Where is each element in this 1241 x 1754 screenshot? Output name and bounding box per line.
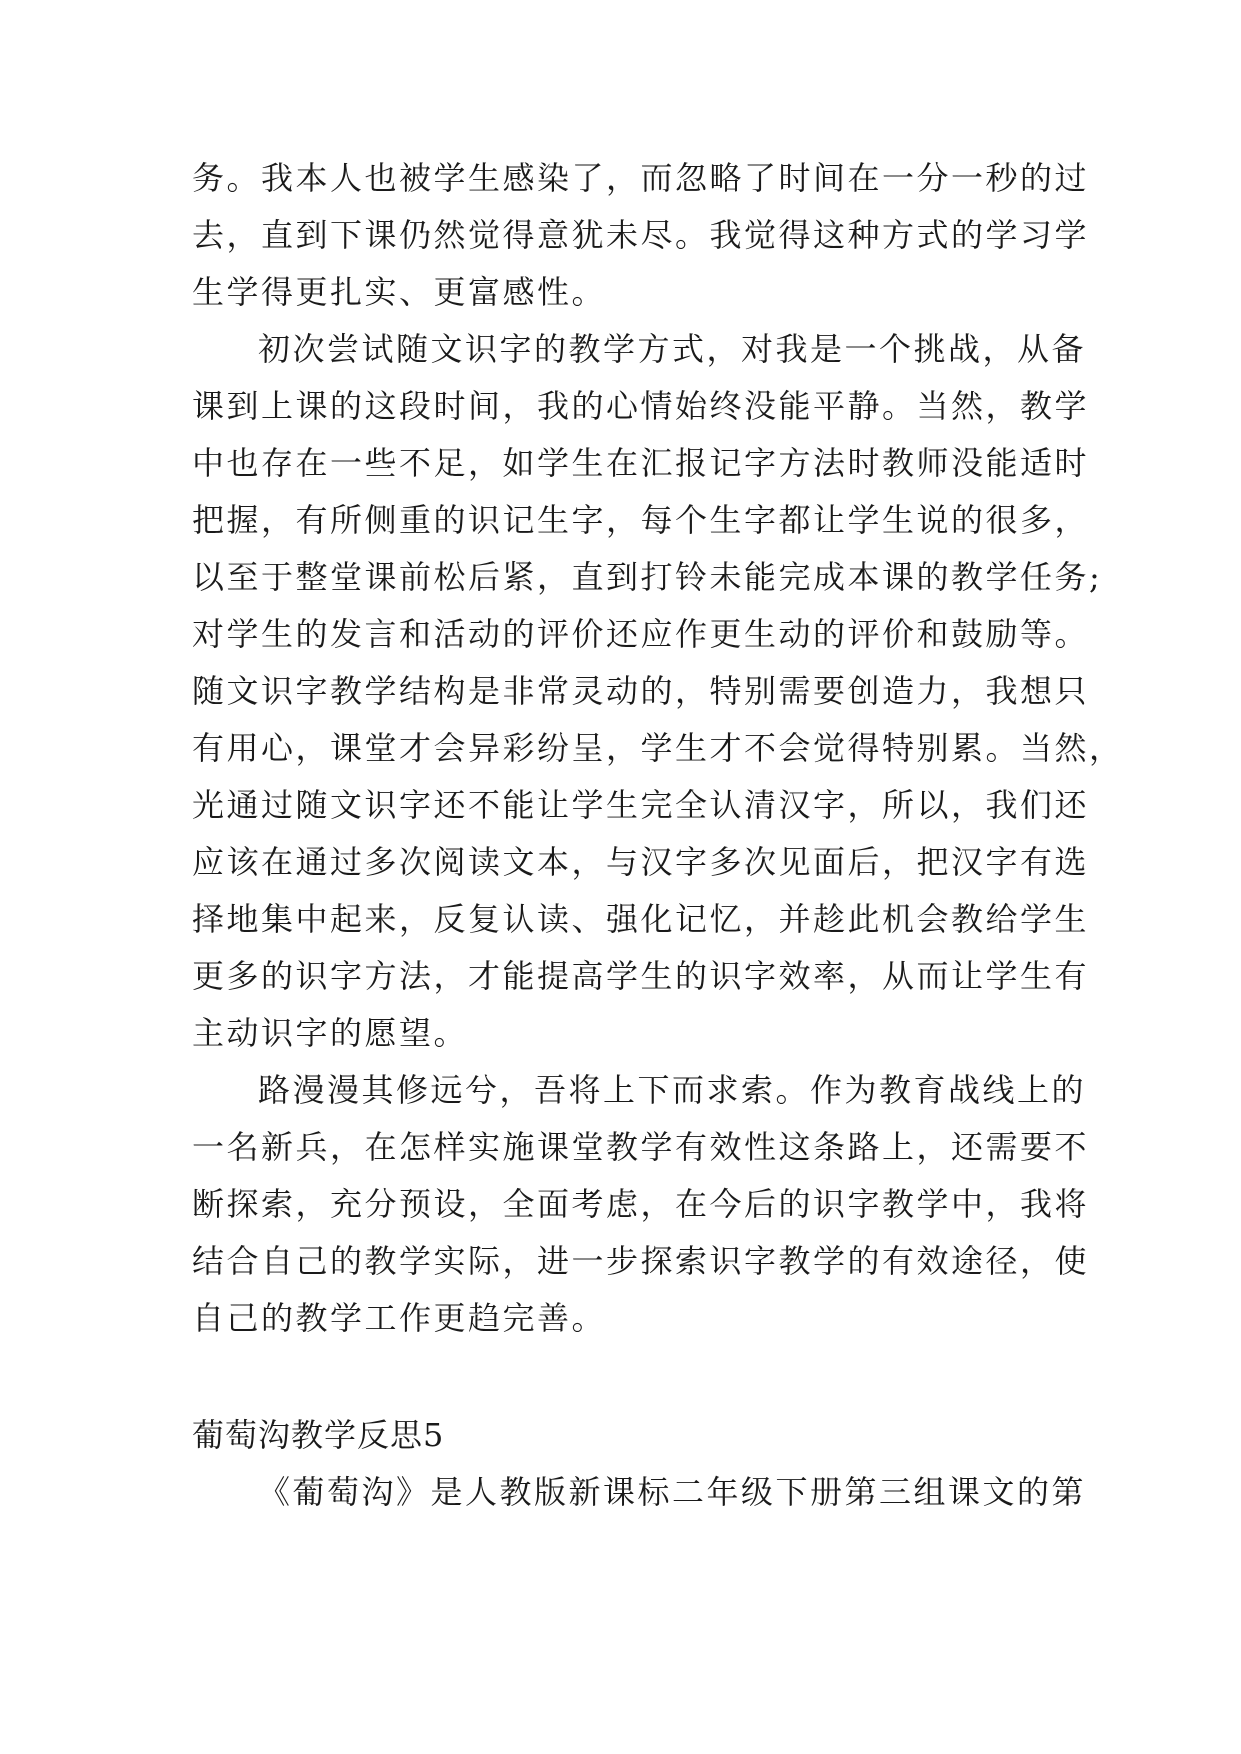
text-line: 断探索，充分预设，全面考虑，在今后的识字教学中，我将 xyxy=(192,1185,1090,1223)
text-line: 应该在通过多次阅读文本，与汉字多次见面后，把汉字有选 xyxy=(192,843,1090,881)
text-line: 把握，有所侧重的识记生字，每个生字都让学生说的很多， xyxy=(192,501,1090,539)
text-line: 一名新兵，在怎样实施课堂教学有效性这条路上，还需要不 xyxy=(192,1128,1090,1166)
text-line: 更多的识字方法，才能提高学生的识字效率，从而让学生有 xyxy=(192,957,1090,995)
text-line: 去，直到下课仍然觉得意犹未尽。我觉得这种方式的学习学 xyxy=(192,216,1090,254)
text-line: 课到上课的这段时间，我的心情始终没能平静。当然，教学 xyxy=(192,387,1090,425)
paragraph-section-intro xyxy=(192,1464,1087,1521)
text-line: 主动识字的愿望。 xyxy=(192,1014,469,1052)
text-line: 光通过随文识字还不能让学生完全认清汉字，所以，我们还 xyxy=(192,786,1090,824)
text-line: 择地集中起来，反复认读、强化记忆，并趁此机会教给学生 xyxy=(192,900,1090,938)
text-line: 生学得更扎实、更富感性。 xyxy=(192,273,607,311)
document-body xyxy=(192,150,1124,1521)
text-line: 以至于整堂课前松后紧，直到打铃未能完成本课的教学任务; xyxy=(192,558,1103,596)
text-line: 随文识字教学结构是非常灵动的，特别需要创造力，我想只 xyxy=(192,672,1090,710)
text-line: 有用心，课堂才会异彩纷呈，学生才不会觉得特别累。当然， xyxy=(192,729,1124,767)
text-line: 中也存在一些不足，如学生在汇报记字方法时教师没能适时 xyxy=(192,444,1090,482)
text-line: 对学生的发言和活动的评价还应作更生动的评价和鼓励等。 xyxy=(192,615,1090,653)
paragraph-continuation xyxy=(192,150,1090,321)
text-line: 《葡萄沟》是人教版新课标二年级下册第三组课文的第 xyxy=(258,1473,1087,1511)
text-line: 自己的教学工作更趋完善。 xyxy=(192,1299,607,1337)
paragraph-conclusion xyxy=(192,1062,1090,1347)
text-line: 结合自己的教学实际，进一步探索识字教学的有效途径，使 xyxy=(192,1242,1090,1280)
section-title: 葡萄沟教学反思5 xyxy=(192,1416,445,1454)
text-line: 路漫漫其修远兮，吾将上下而求索。作为教育战线上的 xyxy=(258,1071,1087,1109)
text-line: 初次尝试随文识字的教学方式，对我是一个挑战，从备 xyxy=(258,330,1087,368)
text-line: 务。我本人也被学生感染了，而忽略了时间在一分一秒的过 xyxy=(192,159,1090,197)
paragraph-first-attempt xyxy=(192,321,1124,1062)
